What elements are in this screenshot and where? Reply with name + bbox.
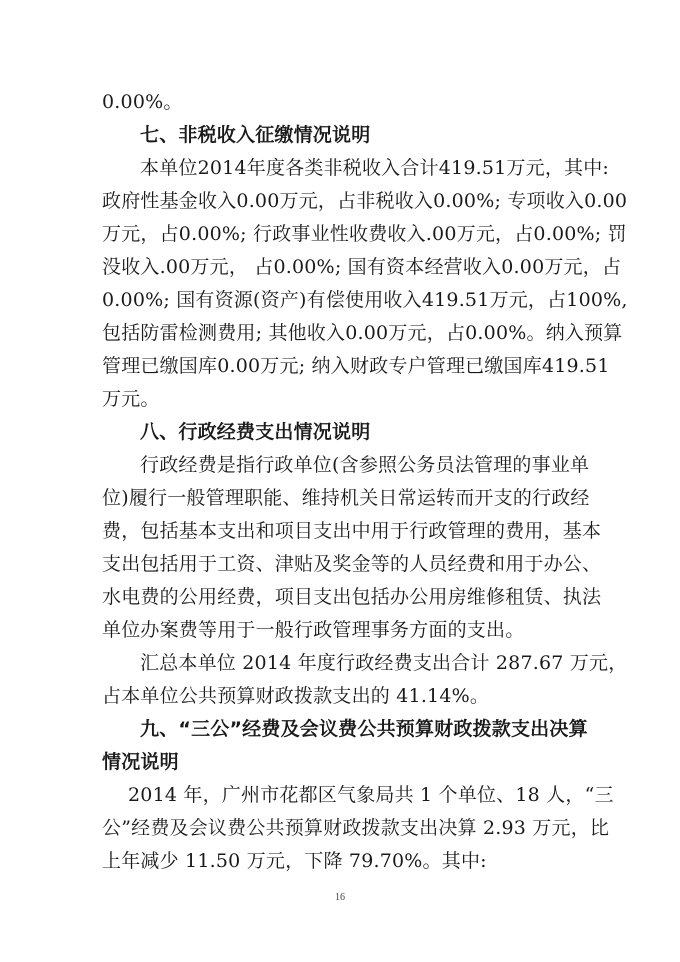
text-line: 包括防雷检测费用; 其他收入0.00万元，占0.00%。纳入预算 [102, 322, 623, 344]
text-line: 上年减少 11.50 万元，下降 79.70%。其中: [102, 850, 487, 872]
text-line: 占本单位公共预算财政拨款支出的 41.14%。 [102, 685, 490, 707]
text-line: 0.00%; 国有资源(资产)有偿使用收入419.51万元，占100%, [102, 289, 628, 311]
text-line: 政府性基金收入0.00万元，占非税收入0.00%; 专项收入0.00 [102, 190, 628, 212]
text-line: 公”经费及会议费公共预算财政拨款支出决算 2.93 万元，比 [102, 817, 610, 839]
text-line: 水电费的公用经费，项目支出包括办公用房维修租赁、执法 [102, 586, 602, 608]
text-line: 汇总本单位 2014 年度行政经费支出合计 287.67 万元， [140, 652, 628, 674]
section-heading-7: 七、非税收入征缴情况说明 [140, 124, 371, 146]
section-heading-9-cont: 情况说明 [102, 751, 179, 773]
text-line: 没收入.00万元， 占0.00%; 国有资本经营收入0.00万元，占 [102, 256, 622, 278]
text-line: 0.00%。 [102, 91, 183, 113]
section-heading-9: 九、“三公”经费及会议费公共预算财政拨款支出决算 [140, 718, 588, 740]
text-line: 费，包括基本支出和项目支出中用于行政管理的费用，基本 [102, 520, 602, 542]
text-line: 万元。 [102, 388, 160, 410]
text-line: 万元，占0.00%; 行政事业性收费收入.00万元，占0.00%; 罚 [102, 223, 627, 245]
section-heading-8: 八、行政经费支出情况说明 [140, 421, 371, 443]
text-line: 支出包括用于工资、津贴及奖金等的人员经费和用于办公、 [102, 553, 602, 575]
text-line: 位)履行一般管理职能、维持机关日常运转而开支的行政经 [102, 487, 590, 509]
text-line: 本单位2014年度各类非税收入合计419.51万元，其中: [140, 157, 610, 179]
text-line: 管理已缴国库0.00万元; 纳入财政专户管理已缴国库419.51 [102, 355, 610, 377]
text-line: 行政经费是指行政单位(含参照公务员法管理的事业单 [140, 454, 590, 476]
page-number: 16 [335, 892, 345, 903]
text-line: 2014 年，广州市花都区气象局共 1 个单位、18 人，“三 [128, 784, 614, 806]
text-line: 单位办案费等用于一般行政管理事务方面的支出。 [102, 619, 525, 641]
